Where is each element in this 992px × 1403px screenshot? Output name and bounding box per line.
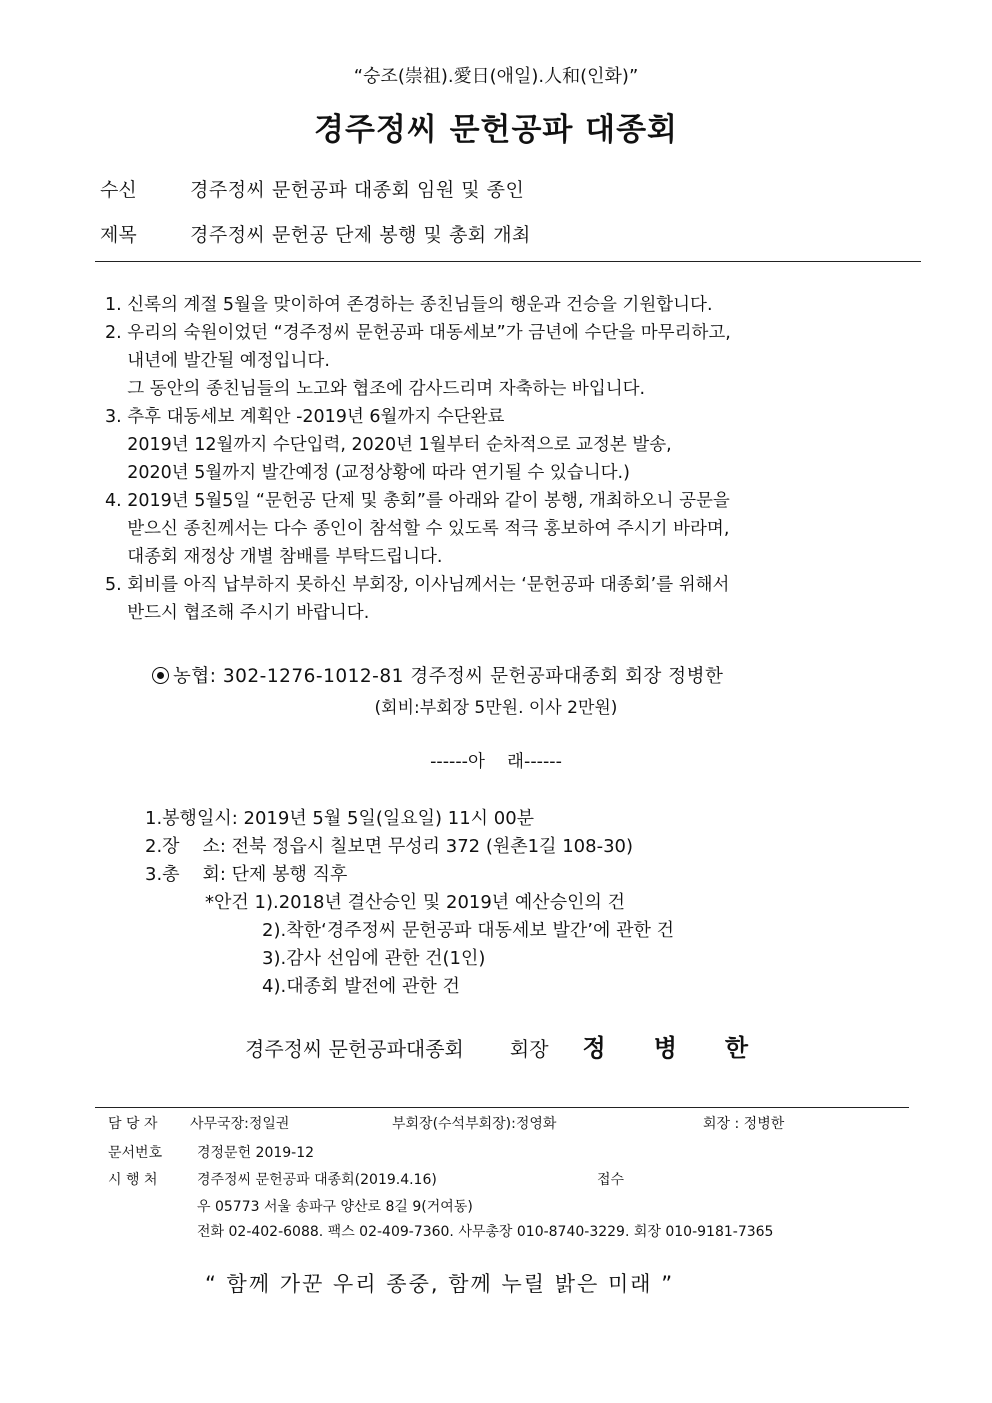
issuer-value: 경주정씨 문헌공파 대종회(2019.4.16) xyxy=(197,1172,437,1188)
agenda-item: 4).대종회 발전에 관한 건 xyxy=(262,976,460,997)
agenda-item: 3).감사 선임에 관한 건(1인) xyxy=(262,948,486,969)
header-divider xyxy=(95,261,921,262)
bank-account xyxy=(152,662,723,688)
signature-block xyxy=(245,1028,796,1063)
staff-chair: 회장 : 정병한 xyxy=(703,1116,785,1132)
document-number-label: 문서번호 xyxy=(108,1145,163,1161)
body-line: 5. 회비를 아직 납부하지 못하신 부회장, 이사님께서는 ‘문헌공파 대종회’를 위해서 xyxy=(105,575,730,595)
subject-label: 제목 xyxy=(100,224,137,246)
document-number: 경정문헌 2019-12 xyxy=(197,1145,315,1161)
receipt-label: 접수 xyxy=(597,1172,625,1188)
body-line: 받으신 종친께서는 다수 종인이 참석할 수 있도록 적극 홍보하여 주시기 바라며, xyxy=(105,519,730,539)
body-line: 반드시 협조해 주시기 바랍니다. xyxy=(105,603,370,623)
body-line: 2020년 5월까지 발간예정 (교정상황에 따라 연기될 수 있습니다.) xyxy=(105,463,630,483)
detail-date: 1.봉행일시: 2019년 5월 5일(일요일) 11시 00분 xyxy=(145,808,535,829)
agenda-item: 2).착한‘경주정씨 문헌공파 대동세보 발간’에 관한 건 xyxy=(262,920,675,941)
footer-divider xyxy=(95,1107,909,1108)
signature-organization: 경주정씨 문헌공파대종회 xyxy=(245,1037,464,1061)
detail-place: 2.장 소: 전북 정읍시 칠보면 무성리 372 (원촌1길 108-30) xyxy=(145,836,633,857)
recipient-label: 수신 xyxy=(100,179,137,201)
body-line: 그 동안의 종친님들의 노고와 협조에 감사드리며 자축하는 바입니다. xyxy=(105,379,646,399)
membership-dues: (회비:부회장 5만원. 이사 2만원) xyxy=(374,698,618,718)
staff-vice-chair: 부회장(수석부회장):정영화 xyxy=(392,1116,557,1132)
body-line: 1. 신록의 계절 5월을 맞이하여 존경하는 종친님들의 행운과 건승을 기원합니다. xyxy=(105,295,713,315)
contacts: 전화 02-402-6088. 팩스 02-409-7360. 사무총장 010-8740-3229. 회장 010-9181-7365 xyxy=(197,1224,774,1240)
motto: “숭조(崇祖).愛日(애일).人和(인화)” xyxy=(353,66,639,87)
organization-title: 경주정씨 문헌공파 대종회 xyxy=(314,112,678,148)
staff-label: 담 당 자 xyxy=(108,1116,158,1132)
subject-value: 경주정씨 문헌공 단제 봉행 및 총회 개최 xyxy=(190,224,531,246)
body-line: 내년에 발간될 예정입니다. xyxy=(105,351,330,371)
recipient-value: 경주정씨 문헌공파 대종회 임원 및 종인 xyxy=(190,179,525,201)
signature-title: 회장 xyxy=(509,1037,549,1061)
body-line: 4. 2019년 5월5일 “문헌공 단제 및 총회”를 아래와 같이 봉행, 개최하오니 공문을 xyxy=(105,491,730,511)
radio-selected-icon xyxy=(152,667,169,684)
section-separator: ------아 래------ xyxy=(430,752,562,772)
staff-secretary: 사무국장:정일권 xyxy=(190,1116,290,1132)
slogan: “ 함께 가꾼 우리 종중, 함께 누릴 밝은 미래 ” xyxy=(205,1272,675,1296)
detail-meeting: 3.총 회: 단제 봉행 직후 xyxy=(145,864,348,885)
address: 우 05773 서울 송파구 양산로 8길 9(거여동) xyxy=(197,1199,473,1215)
signature-name: 정병한 xyxy=(582,1034,797,1062)
bank-account-text: 농협: 302-1276-1012-81 경주정씨 문헌공파대종회 회장 정병한 xyxy=(173,666,724,687)
body-line: 대종회 재정상 개별 참배를 부탁드립니다. xyxy=(105,547,443,567)
body-line: 2. 우리의 숙원이었던 “경주정씨 문헌공파 대동세보”가 금년에 수단을 마무리하고, xyxy=(105,323,731,343)
issuer-label: 시 행 처 xyxy=(108,1172,158,1188)
body-line: 3. 추후 대동세보 계획안 -2019년 6월까지 수단완료 xyxy=(105,407,505,427)
body-line: 2019년 12월까지 수단입력, 2020년 1월부터 순차적으로 교정본 발송, xyxy=(105,435,672,455)
agenda-item: *안건 1).2018년 결산승인 및 2019년 예산승인의 건 xyxy=(205,892,625,913)
